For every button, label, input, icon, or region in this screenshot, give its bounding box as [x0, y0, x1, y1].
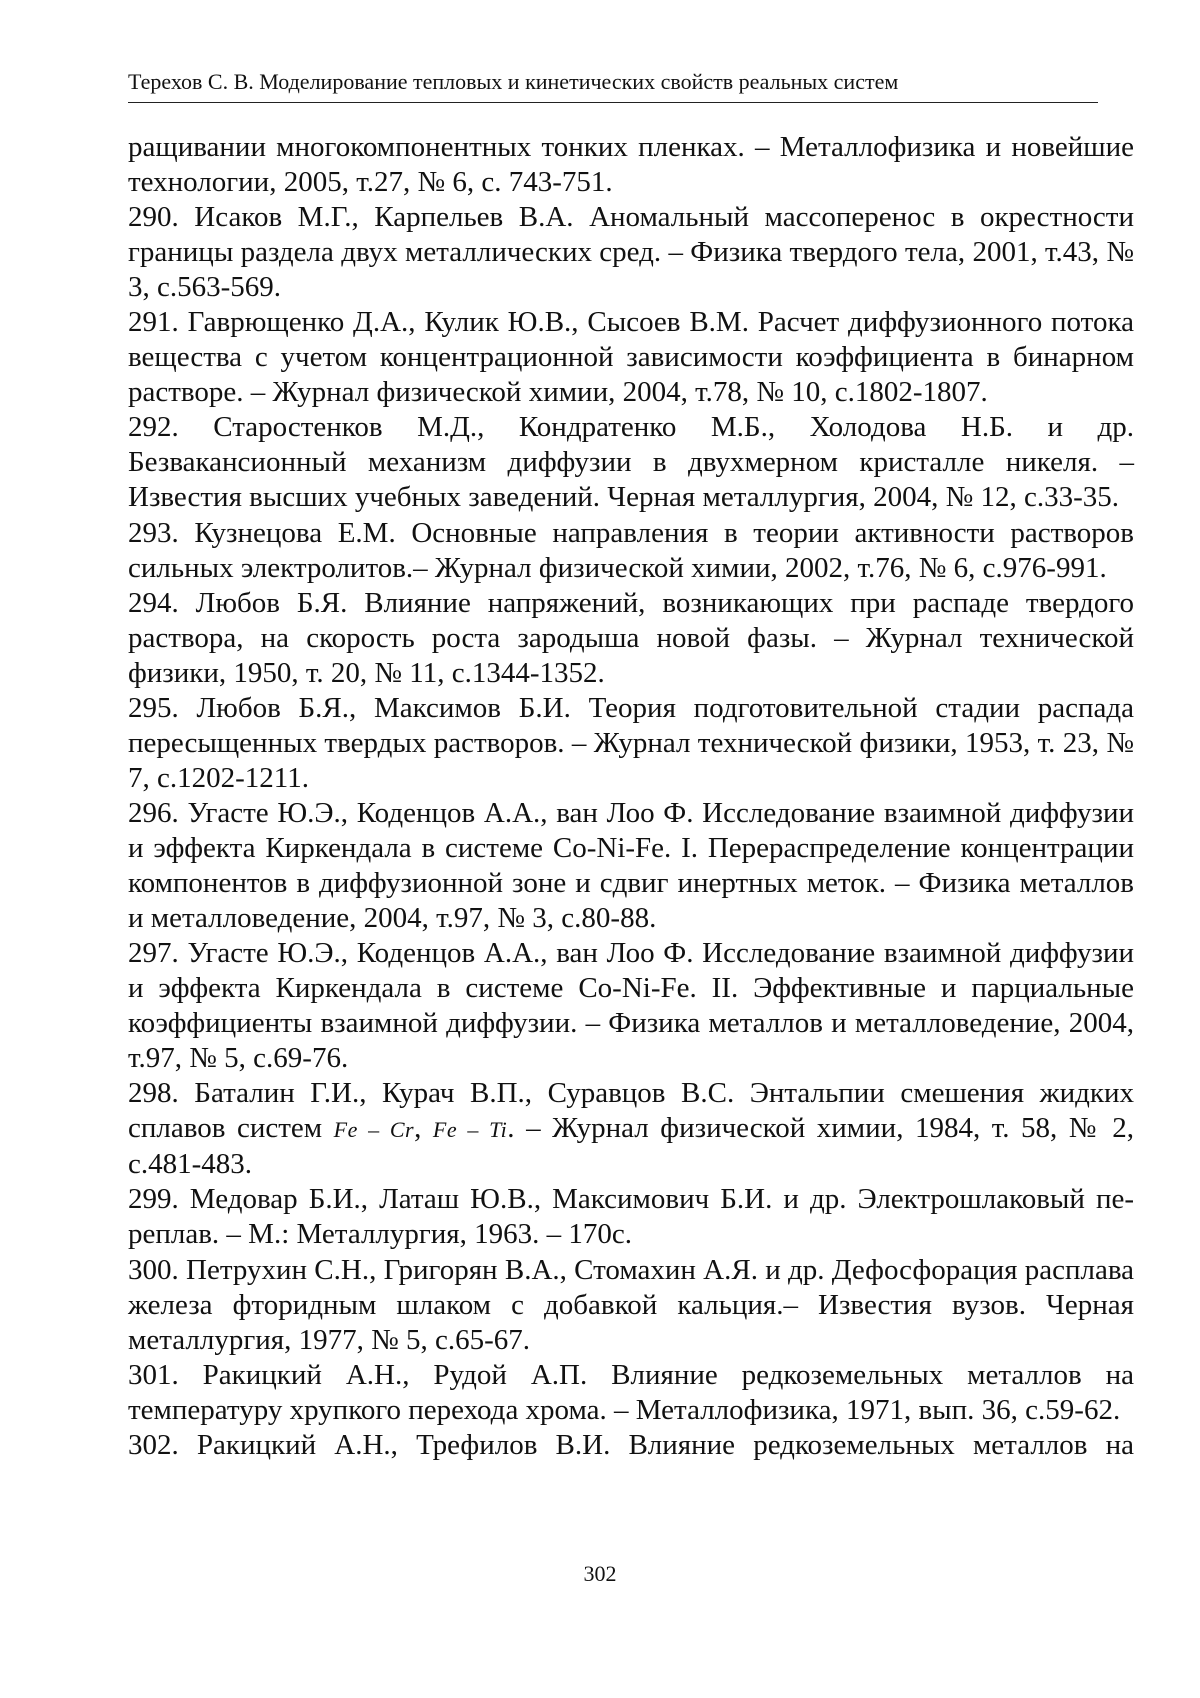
entry-298-text-after: . – Журнал физической химии, 1984, т. 58, № 2, с.481-483. — [128, 1112, 1134, 1181]
bibliography-entry-294: 294. Любов Б.Я. Влияние напряжений, возникающих при распаде твердого раствора, на скорость роста зародыша новой фазы. – Журнал технической физики, 1950, т. 20, № 11, с.1344-1352. — [128, 586, 1134, 689]
bibliography-entry-292: 292. Старостенков М.Д., Кондратенко М.Б., Холодова Н.Б. и др. Безвакансионный механизм диффузии в двухмерном кристалле никеля. – Известия высших учебных заведений. Черная металлургия, 2004, № 12, с.33-35. — [128, 411, 1134, 514]
bibliography-list — [128, 130, 1134, 1463]
bibliography-entry-300: 300. Петрухин С.Н., Григорян В.А., Стомахин А.Я. и др. Дефосфорация расплава железа фторидным шлаком с добавкой кальция.– Известия вузов. Черная металлургия, 1977, № 5, с.65-67. — [128, 1253, 1134, 1356]
bibliography-entry-295: 295. Любов Б.Я., Максимов Б.И. Теория подготовительной стадии распада пересыщенных твердых растворов. – Журнал технической физики, 1953, т. 23, № 7, с.1202-1211. — [128, 691, 1134, 794]
bibliography-entry-continuation: ращивании многокомпонентных тонких пленках. – Металлофизика и новейшие технологии, 2005, т.27, № 6, с. 743-751. — [128, 131, 1134, 199]
bibliography-entry-301: 301. Ракицкий А.Н., Рудой А.П. Влияние редкоземельных металлов на температуру хрупкого перехода хрома. – Металлофизика, 1971, вып. 36, с.59-62. — [128, 1358, 1134, 1426]
bibliography-entry-291: 291. Гаврющенко Д.А., Кулик Ю.В., Сысоев В.М. Расчет диффузионного потока вещества с учетом концентрационной зависимости коэффициента в бинарном растворе. – Журнал физической химии, 2004, т.78, № 10, с.1802-1807. — [128, 306, 1134, 409]
running-header: Терехов С. В. Моделирование тепловых и кинетических свойств реальных систем — [128, 68, 1098, 103]
formula-fe-cr: Fe – Cr — [333, 1117, 415, 1143]
bibliography-entry-302: 302. Ракицкий А.Н., Трефилов В.И. Влияние редкоземельных металлов на — [128, 1428, 1134, 1461]
bibliography-entry-296: 296. Угасте Ю.Э., Коденцов А.А., ван Лоо Ф. Исследование взаимной диффузии и эффекта Киркендала в системе Co-Ni-Fe. I. Перераспределение концентрации компонентов в диффузионной зоне и сдвиг инертных меток. – Физика металлов и металловедение, 2004, т.97, № 3, с.80-88. — [128, 796, 1134, 935]
bibliography-entry-297: 297. Угасте Ю.Э., Коденцов А.А., ван Лоо Ф. Исследование взаимной диффузии и эффекта Киркендала в системе Co-Ni-Fe. II. Эффективные и парциальные коэффициенты взаимной диффузии. – Физика металлов и металловедение, 2004, т.97, № 5, с.69-76. — [128, 937, 1134, 1075]
page-number: 302 — [583, 1561, 617, 1586]
entry-298-separator: , — [414, 1112, 433, 1145]
bibliography-entry-299: 299. Медовар Б.И., Латаш Ю.В., Максимович Б.И. и др. Электрошлаковый пе-реплав. – М.: Металлургия, 1963. – 170с. — [128, 1183, 1134, 1251]
entry-298-text-before: 298. Баталин Г.И., Курач В.П., Суравцов В.С. Энтальпии смешения жидких сплавов систем — [128, 1077, 1134, 1145]
formula-fe-ti: Fe – Ti — [432, 1117, 508, 1143]
bibliography-entry-293: 293. Кузнецова Е.М. Основные направления в теории активности растворов сильных электролитов.– Журнал физической химии, 2002, т.76, № 6, с.976-991. — [128, 516, 1134, 584]
bibliography-entry-298 — [128, 1076, 1134, 1182]
bibliography-entry-290: 290. Исаков М.Г., Карпельев В.А. Аномальный массоперенос в окрестности границы раздела двух металлических сред. – Физика твердого тела, 2001, т.43, № 3, с.563-569. — [128, 201, 1134, 304]
